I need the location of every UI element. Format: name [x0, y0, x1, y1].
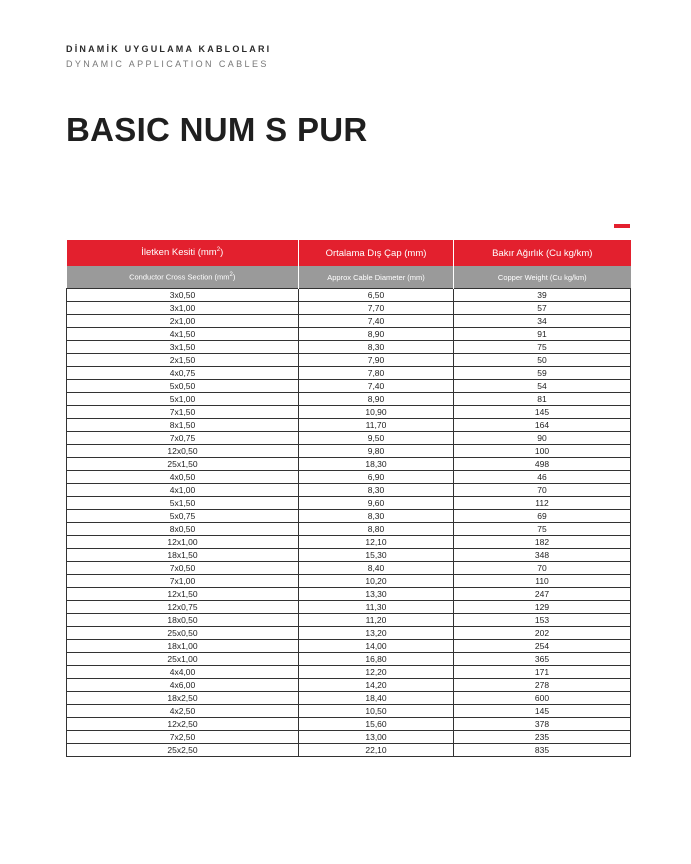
cell-copper-weight: 100 [454, 445, 631, 458]
cell-copper-weight: 247 [454, 588, 631, 601]
table-row [67, 679, 631, 692]
cell-conductor-section: 12x2,50 [67, 718, 299, 731]
cell-cable-diameter: 7,80 [299, 367, 454, 380]
cell-cable-diameter: 7,40 [299, 315, 454, 328]
cell-copper-weight: 145 [454, 406, 631, 419]
cell-conductor-section: 12x1,50 [67, 588, 299, 601]
cell-copper-weight: 34 [454, 315, 631, 328]
cell-copper-weight: 498 [454, 458, 631, 471]
table-row [67, 419, 631, 432]
cell-cable-diameter: 15,60 [299, 718, 454, 731]
cell-cable-diameter: 10,50 [299, 705, 454, 718]
cell-copper-weight: 378 [454, 718, 631, 731]
cell-cable-diameter: 9,80 [299, 445, 454, 458]
cell-cable-diameter: 14,20 [299, 679, 454, 692]
cell-copper-weight: 90 [454, 432, 631, 445]
cell-cable-diameter: 7,70 [299, 302, 454, 315]
table-row [67, 302, 631, 315]
table-row [67, 328, 631, 341]
cell-conductor-section: 2x1,00 [67, 315, 299, 328]
cell-copper-weight: 75 [454, 523, 631, 536]
table-row [67, 562, 631, 575]
header-cable-diameter-tr: Ortalama Dış Çap (mm) [299, 240, 454, 266]
cell-cable-diameter: 8,90 [299, 393, 454, 406]
cell-cable-diameter: 13,20 [299, 627, 454, 640]
cell-conductor-section: 7x1,50 [67, 406, 299, 419]
cell-copper-weight: 70 [454, 484, 631, 497]
cell-copper-weight: 39 [454, 289, 631, 302]
cell-conductor-section: 3x1,50 [67, 341, 299, 354]
cell-cable-diameter: 11,30 [299, 601, 454, 614]
cell-cable-diameter: 22,10 [299, 744, 454, 757]
cell-copper-weight: 600 [454, 692, 631, 705]
cell-cable-diameter: 10,20 [299, 575, 454, 588]
cell-copper-weight: 164 [454, 419, 631, 432]
cell-cable-diameter: 13,30 [299, 588, 454, 601]
cell-copper-weight: 69 [454, 510, 631, 523]
cell-cable-diameter: 16,80 [299, 653, 454, 666]
cell-copper-weight: 129 [454, 601, 631, 614]
section-kicker-turkish: DİNAMİK UYGULAMA KABLOLARI [66, 44, 272, 54]
cell-copper-weight: 81 [454, 393, 631, 406]
cell-copper-weight: 365 [454, 653, 631, 666]
cell-cable-diameter: 9,60 [299, 497, 454, 510]
cell-copper-weight: 278 [454, 679, 631, 692]
cell-copper-weight: 70 [454, 562, 631, 575]
cell-conductor-section: 7x0,50 [67, 562, 299, 575]
table-row [67, 536, 631, 549]
table-row [67, 341, 631, 354]
table-row [67, 380, 631, 393]
cell-conductor-section: 4x4,00 [67, 666, 299, 679]
cell-conductor-section: 7x1,00 [67, 575, 299, 588]
table-row [67, 601, 631, 614]
cell-copper-weight: 50 [454, 354, 631, 367]
cell-conductor-section: 8x1,50 [67, 419, 299, 432]
cell-cable-diameter: 8,90 [299, 328, 454, 341]
cell-copper-weight: 110 [454, 575, 631, 588]
cell-conductor-section: 8x0,50 [67, 523, 299, 536]
table-row [67, 640, 631, 653]
cell-conductor-section: 7x0,75 [67, 432, 299, 445]
table-row [67, 445, 631, 458]
table-row [67, 744, 631, 757]
cell-copper-weight: 112 [454, 497, 631, 510]
page-title: BASIC NUM S PUR [66, 111, 368, 148]
cell-cable-diameter: 7,90 [299, 354, 454, 367]
cell-cable-diameter: 7,40 [299, 380, 454, 393]
table-row [67, 354, 631, 367]
table-row [67, 523, 631, 536]
cable-spec-table [66, 240, 631, 757]
cell-conductor-section: 25x2,50 [67, 744, 299, 757]
header-conductor-section-en: Conductor Cross Section $(mm^2)$ [67, 266, 299, 289]
cell-conductor-section: 25x0,50 [67, 627, 299, 640]
cell-cable-diameter: 13,00 [299, 731, 454, 744]
cell-conductor-section: 4x1,50 [67, 328, 299, 341]
cell-copper-weight: 54 [454, 380, 631, 393]
cell-copper-weight: 348 [454, 549, 631, 562]
cell-conductor-section: 18x1,50 [67, 549, 299, 562]
cell-conductor-section: 5x0,50 [67, 380, 299, 393]
table-row [67, 731, 631, 744]
table-row [67, 406, 631, 419]
table-row [67, 315, 631, 328]
table-row [67, 510, 631, 523]
table-row [67, 549, 631, 562]
cell-cable-diameter: 9,50 [299, 432, 454, 445]
header-copper-weight-tr: Bakır Ağırlık (Cu kg/km) [454, 240, 631, 266]
cell-cable-diameter: 11,70 [299, 419, 454, 432]
cell-cable-diameter: 8,40 [299, 562, 454, 575]
header-copper-weight-en: Copper Weight (Cu kg/km) [454, 266, 631, 289]
cell-copper-weight: 145 [454, 705, 631, 718]
cell-cable-diameter: 15,30 [299, 549, 454, 562]
cell-copper-weight: 202 [454, 627, 631, 640]
cell-conductor-section: 4x2,50 [67, 705, 299, 718]
cell-conductor-section: 3x1,00 [67, 302, 299, 315]
cell-conductor-section: 25x1,00 [67, 653, 299, 666]
cell-conductor-section: 4x0,50 [67, 471, 299, 484]
cell-copper-weight: 254 [454, 640, 631, 653]
header-conductor-section-tr: İletken Kesiti $(mm^2)$ [67, 240, 299, 266]
cell-cable-diameter: 14,00 [299, 640, 454, 653]
cell-conductor-section: 5x1,50 [67, 497, 299, 510]
table-row [67, 705, 631, 718]
cell-conductor-section: 3x0,50 [67, 289, 299, 302]
cell-conductor-section: 12x0,50 [67, 445, 299, 458]
cell-conductor-section: 18x0,50 [67, 614, 299, 627]
header-cable-diameter-en: Approx Cable Diameter (mm) [299, 266, 454, 289]
cell-cable-diameter: 12,20 [299, 666, 454, 679]
cell-copper-weight: 59 [454, 367, 631, 380]
red-accent-marker [614, 224, 630, 228]
cell-cable-diameter: 8,30 [299, 510, 454, 523]
section-kicker-english: DYNAMIC APPLICATION CABLES [66, 59, 269, 69]
cell-conductor-section: 5x1,00 [67, 393, 299, 406]
table-body [67, 289, 631, 757]
cell-cable-diameter: 11,20 [299, 614, 454, 627]
table-row [67, 627, 631, 640]
table-row [67, 471, 631, 484]
cell-conductor-section: 18x2,50 [67, 692, 299, 705]
cell-copper-weight: 153 [454, 614, 631, 627]
cell-cable-diameter: 10,90 [299, 406, 454, 419]
table-row [67, 497, 631, 510]
cell-cable-diameter: 8,30 [299, 341, 454, 354]
cell-copper-weight: 182 [454, 536, 631, 549]
cell-cable-diameter: 6,50 [299, 289, 454, 302]
header-row-english [67, 266, 631, 289]
table-row [67, 458, 631, 471]
cell-conductor-section: 18x1,00 [67, 640, 299, 653]
table-row [67, 614, 631, 627]
cell-conductor-section: 25x1,50 [67, 458, 299, 471]
cell-conductor-section: 4x6,00 [67, 679, 299, 692]
table-row [67, 393, 631, 406]
cell-cable-diameter: 8,80 [299, 523, 454, 536]
cell-conductor-section: 2x1,50 [67, 354, 299, 367]
cell-copper-weight: 46 [454, 471, 631, 484]
cell-copper-weight: 57 [454, 302, 631, 315]
cell-copper-weight: 75 [454, 341, 631, 354]
cell-conductor-section: 4x1,00 [67, 484, 299, 497]
cell-copper-weight: 171 [454, 666, 631, 679]
cell-conductor-section: 12x1,00 [67, 536, 299, 549]
cell-conductor-section: 5x0,75 [67, 510, 299, 523]
cell-copper-weight: 91 [454, 328, 631, 341]
table-row [67, 432, 631, 445]
table-row [67, 588, 631, 601]
table-row [67, 653, 631, 666]
cell-conductor-section: 7x2,50 [67, 731, 299, 744]
table-row [67, 718, 631, 731]
header-row-turkish [67, 240, 631, 266]
cell-cable-diameter: 12,10 [299, 536, 454, 549]
table-row [67, 289, 631, 302]
cell-conductor-section: 4x0,75 [67, 367, 299, 380]
cell-cable-diameter: 6,90 [299, 471, 454, 484]
cell-cable-diameter: 18,40 [299, 692, 454, 705]
table-row [67, 484, 631, 497]
table-row [67, 692, 631, 705]
table-row [67, 575, 631, 588]
cell-copper-weight: 835 [454, 744, 631, 757]
cell-cable-diameter: 18,30 [299, 458, 454, 471]
cell-conductor-section: 12x0,75 [67, 601, 299, 614]
cell-copper-weight: 235 [454, 731, 631, 744]
table-row [67, 666, 631, 679]
cell-cable-diameter: 8,30 [299, 484, 454, 497]
table-row [67, 367, 631, 380]
